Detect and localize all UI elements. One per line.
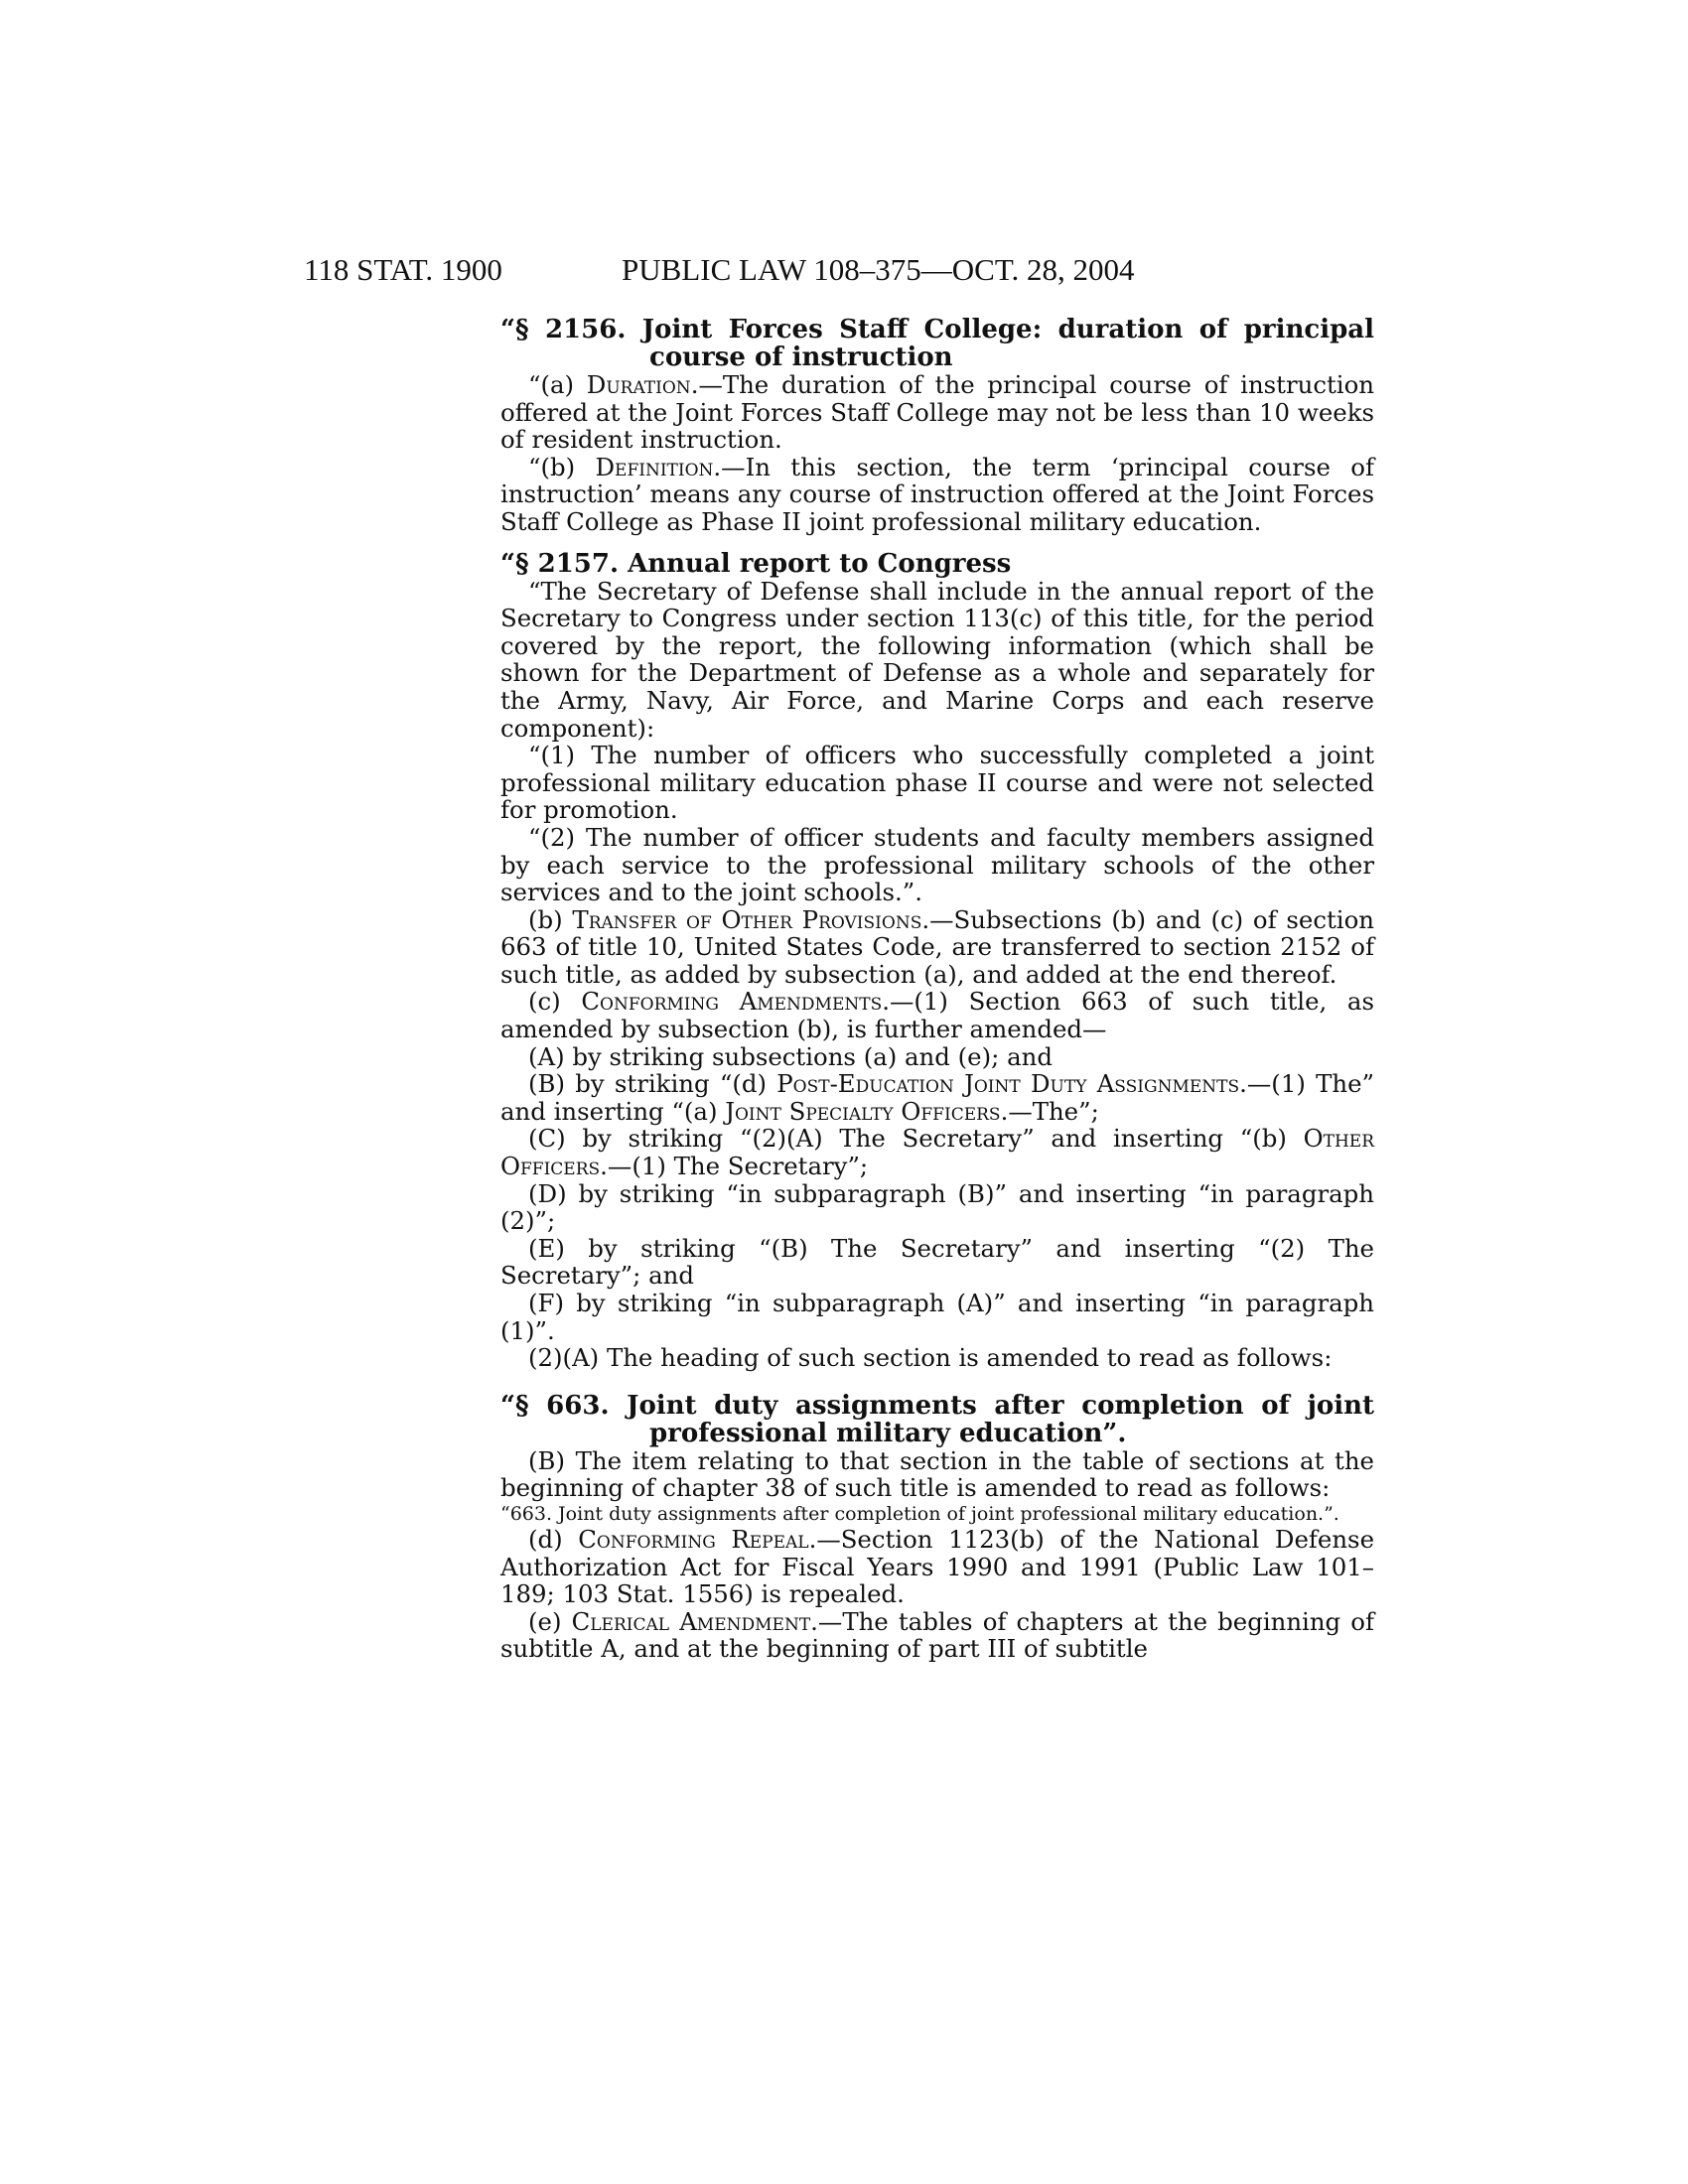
subsec-d-label: Conforming Repeal (578, 1524, 809, 1554)
amendment-B-part-3: .—The”; (1000, 1096, 1099, 1126)
section-2156-subsection-b (500, 454, 1374, 536)
amendment-A: (A) by striking subsections (a) and (e); and (528, 1041, 1053, 1071)
document-body (500, 316, 1374, 1663)
section-2157-item-1: “(1) The number of officers who successfully completed a joint professional military education phase II course and were not selected for promotion. (500, 741, 1374, 825)
subsec-e-text: .—The tables of chapters at the beginning of subtitle A, and at the beginning of part III of subtitle (500, 1606, 1375, 1664)
amendment-B-part-2: .—(1) The” and inserting “(a) (500, 1069, 1375, 1126)
subsec-b-open: (b) (528, 904, 573, 934)
amendment-B (500, 1070, 1374, 1125)
subsection-a-text: .—The duration of the principal course of instruction offered at the Joint Forces Staff College may not be less than 10 weeks of resident instruction. (500, 370, 1374, 455)
subsection-a-open: “(a) (528, 370, 587, 399)
subsec-c-label: Conforming Amendments (581, 987, 883, 1017)
section-663-new-heading: “§ 663. Joint duty assignments after completion of joint professional military education”. (500, 1390, 1374, 1448)
conforming-repeal (500, 1526, 1374, 1608)
subsection-b-label: Definition (595, 452, 714, 481)
clerical-amendment (500, 1608, 1374, 1663)
subsection-b-open: “(b) (528, 452, 596, 481)
section-2157-heading: “§ 2157. Annual report to Congress (500, 548, 1012, 579)
paragraph-2A: (2)(A) The heading of such section is amended to read as follows: (528, 1343, 1333, 1373)
transfer-of-other-provisions (500, 906, 1374, 989)
amendment-D: (D) by striking “in subparagraph (B)” and inserting “in paragraph (2)”; (500, 1178, 1374, 1236)
amendment-F: (F) by striking “in subparagraph (A)” and inserting “in paragraph (1)”. (500, 1289, 1374, 1345)
section-2157-intro: “The Secretary of Defense shall include in the annual report of the Secretary to Congress under section 113(c) of this title, for the period covered by the report, the following information (which shall be shown for the Department of Defense as a whole and separately for the Army, Navy, Air Force, and Marine Corps and each reserve component): (500, 576, 1374, 743)
public-law-reference: PUBLIC LAW 108–375—OCT. 28, 2004 (622, 252, 1135, 287)
subsec-b-text: .—Subsections (b) and (c) of section 663 of title 10, United States Code, are transferred to section 2152 of such title, as added by subsection (a), and added at the end thereof. (500, 904, 1374, 989)
conforming-amendments (500, 988, 1374, 1042)
subsection-a-label: Duration (586, 370, 691, 399)
subsec-d-text: .—Section 1123(b) of the National Defense Authorization Act for Fiscal Years 1990 and 1991 (Public Law 101–189; 103 Stat. 1556) is repealed. (500, 1524, 1375, 1609)
paragraph-2B: (B) The item relating to that section in the table of sections at the beginning of chapter 38 of such title is amended to read as follows: (500, 1445, 1374, 1503)
stat-reference: 118 STAT. 1900 (304, 252, 502, 287)
subsec-c-open: (c) (528, 987, 582, 1017)
amendment-C-part-2: .—(1) The Secretary”; (600, 1152, 869, 1181)
subsec-e-label: Clerical Amendment (571, 1606, 811, 1636)
section-2156-subsection-a (500, 371, 1374, 454)
subsection-b-text: .—In this section, the term ‘principal course of instruction’ means any course of instruction offered at the Joint Forces Staff College as Phase II joint professional military education. (500, 452, 1374, 536)
amendment-C-smallcaps: Other Officers (500, 1124, 1374, 1181)
amendment-B-smallcaps-1: Post-Education Joint Duty Assignments (776, 1069, 1240, 1099)
amendment-B-part-1: (B) by striking “(d) (528, 1069, 777, 1099)
amendment-B-smallcaps-2: Joint Specialty Officers (725, 1096, 1001, 1126)
subsec-e-open: (e) (528, 1606, 572, 1636)
subsec-c-text: .—(1) Section 663 of such title, as amended by subsection (b), is further amended— (500, 987, 1374, 1044)
subsec-d-open: (d) (528, 1524, 579, 1554)
amendment-E: (E) by striking “(B) The Secretary” and inserting “(2) The Secretary”; and (500, 1233, 1374, 1291)
amendment-C-part-1: (C) by striking “(2)(A) The Secretary” and inserting “(b) (528, 1124, 1304, 1154)
subsec-b-label: Transfer of Other Provisions (572, 904, 922, 934)
section-2156-heading: “§ 2156. Joint Forces Staff College: duration of principal course of instruction (500, 315, 1374, 372)
amendment-C (500, 1125, 1374, 1179)
page-header (304, 250, 1217, 290)
table-of-sections-item: “663. Joint duty assignments after completion of joint professional military education.”. (500, 1502, 1339, 1525)
section-2157-item-2: “(2) The number of officer students and faculty members assigned by each service to the professional military schools of the other services and to the joint schools.”. (500, 822, 1374, 907)
